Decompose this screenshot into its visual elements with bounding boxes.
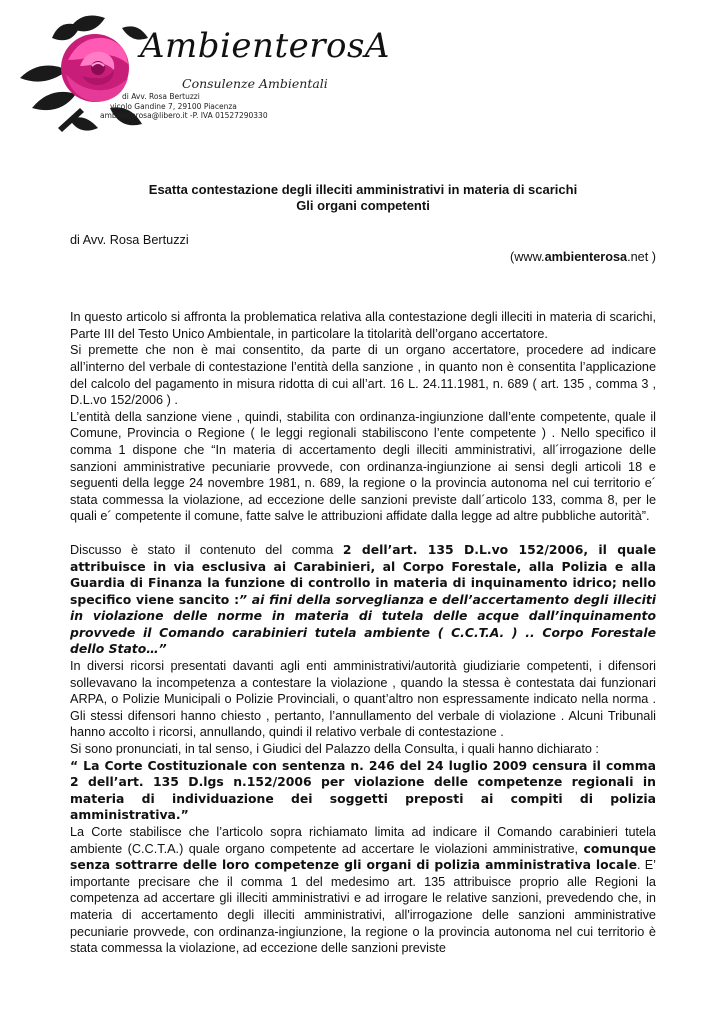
website-line [70, 249, 656, 266]
paragraph-1: In questo articolo si affronta la problematica relativa alla contestazione degli illeciti in materia di scarichi, Parte III del Testo Unico Ambientale, in particolare la titolarità dell’organo accertatore. [70, 310, 656, 341]
paragraph-2: Si premette che non è mai consentito, da parte di un organo accertatore, procedere ad indicare all’interno del verbale di contestazione l’entità della sanzione , in quanto non è consentita l’applicazione del calcolo del pagamento in misura ridotta di cui all’art. 16 L. 24.11.1981, n. 689 ( art. 135 , comma 3 , D.L.vo 152/2006 ) . [70, 343, 656, 408]
document-title [70, 182, 656, 213]
title-line-1: Esatta contestazione degli illeciti amministrativi in materia di scarichi [148, 182, 578, 197]
paragraph-7-ruling: “ La Corte Costituzionale con sentenza n. 246 del 24 luglio 2009 censura il comma 2 dell’art. 135 D.lgs n.152/2006 per violazione delle competenze regionali in materia di individuazione dei soggetti preposti ai compiti di polizia amministrativa.” [70, 757, 656, 823]
paragraph-8-intro: La Corte stabilisce che l’articolo sopra richiamato limita ad indicare il Comando carabinieri tutela ambiente (C.C.T.A.) quale organo competente ad accertare le violazioni amministrative, [70, 825, 656, 856]
document-body [70, 182, 656, 957]
contact-line-owner: di Avv. Rosa Bertuzzi [122, 92, 200, 101]
paragraph-8-bold: comunque senza sottrarre delle loro competenze gli organi di polizia amministrativa locale [70, 840, 656, 873]
paragraph-8-rest: . E’ importante precisare che il comma 1 del medesimo art. 135 attribuisce proprio alle Regioni la competenza ad accertare gli illeciti amministrativi e ad irrogare le relative sanzioni, prevedendo che, in materia di accertamento degli illeciti amministrativi, all'irrogazione delle sanzioni amministrative pecuniarie provvede, con ordinanza-ingiunzione, la regione o la provincia autonoma nel cui territorio è stata commessa la violazione, ad eccezione delle sanzioni previste [70, 858, 656, 956]
site-name: ambienterosa [544, 249, 628, 264]
contact-line-email: ambienterosa@libero.it -P. IVA 01527290330 [100, 111, 268, 120]
brand-name: AmbienterosA [140, 26, 390, 66]
paragraph-4-intro: Discusso è stato il contenuto del comma [70, 542, 343, 557]
contact-line-address: vicolo Gandine 7, 29100 Piacenza [110, 101, 237, 111]
brand-subtitle: Consulenze Ambientali [182, 76, 328, 91]
author-line: di Avv. Rosa Bertuzzi [70, 233, 189, 247]
paragraph-4-bold: 2 dell’art. 135 D.L.vo 152/2006, il quale attribuisce in via esclusiva ai Carabinieri, al Corpo Forestale, alla Polizia e alla Guardia di Finanza la funzione di controllo in materia di inquinamento idrico; nello specifico viene sancito : [70, 541, 656, 607]
title-line-2: Gli organi competenti [296, 197, 430, 213]
paragraph-3: L’entità della sanzione viene , quindi, stabilita con ordinanza-ingiunzione dall’ente competente, quale il Comune, Provincia o Regione ( le leggi regionali stabiliscono l’ente competente ) . Nello specifico il comma 1 dispone che “In materia di accertamento degli illeciti amministrativi, all´irrogazione delle sanzioni amministrative pecuniarie provvede, con ordinanza-ingiunzione ai sensi degli articoli 18 e seguenti della legge 24 novembre 1981, n. 689, la regione o la provincia autonoma nel cui territorio e´ stata commessa la violazione, ad eccezione delle sanzioni previste dall´articolo 133, comma 8, per le quali e´ competente il comune, fatte salve le attribuzioni affidate dalla legge ad altre pubbliche autorità”. [70, 409, 656, 524]
paragraph-4 [70, 542, 656, 658]
paragraph-4-quote: ” ai fini della sorveglianza e dell’accertamento degli illeciti in violazione delle norme in materia di tutela delle acque dall’inquinamento provvede il Comando carabinieri tutela ambiente ( C.C.T.A. ) .. Corpo Forestale dello Stato…” [70, 591, 656, 657]
site-prefix: (www. [510, 249, 545, 264]
letterhead [10, 8, 390, 148]
contact-info [100, 92, 268, 121]
paragraph-5: In diversi ricorsi presentati davanti agli enti amministrativi/autorità giudiziarie competenti, i difensori sollevavano la incompetenza a contestare la violazione , quando la stessa è contestata dai funzionari ARPA, o Polizie Municipali o Polizie Provinciali, o quant’altro non espressamente indicato nella norma . Gli stessi difensori hanno chiesto , pertanto, l’annullamento del verbale di violazione . Alcuni Tribunali hanno accolto i ricorsi, annullando, quindi il relativo verbale di contestazione . [70, 659, 656, 740]
paragraph-6: Si sono pronunciati, in tal senso, i Giudici del Palazzo della Consulta, i quali hanno dichiarato : [70, 742, 599, 757]
site-suffix: .net ) [627, 249, 656, 264]
paragraph-8 [70, 824, 656, 957]
